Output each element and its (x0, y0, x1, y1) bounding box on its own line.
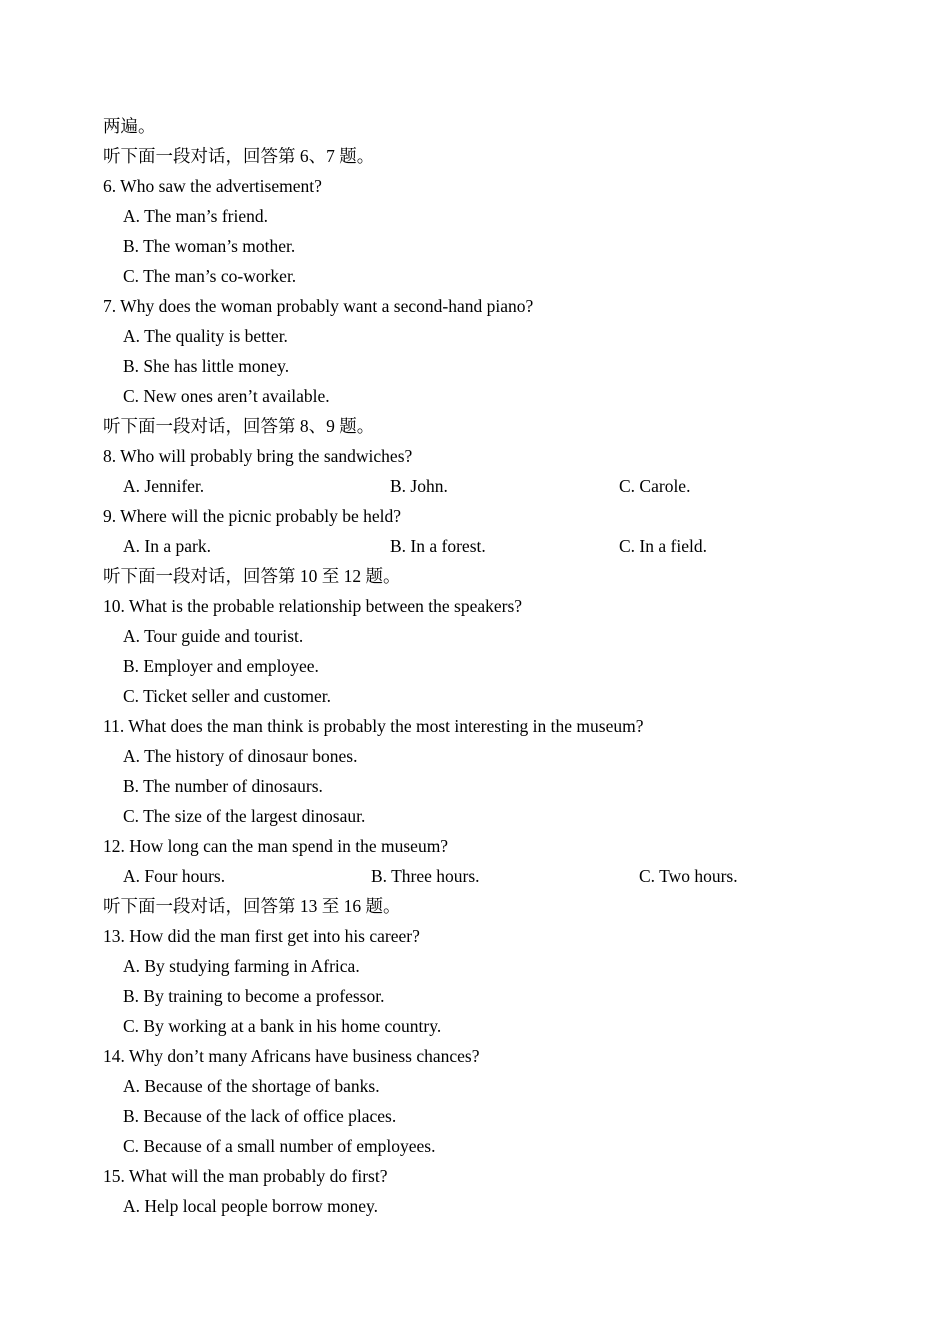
option-13c: C. By working at a bank in his home country. (123, 1016, 442, 1036)
option-7c: C. New ones aren’t available. (123, 386, 330, 406)
options-row-8 (0, 471, 950, 501)
question-13: 13. How did the man first get into his career? (103, 926, 420, 946)
option-8a: A. Jennifer. (123, 476, 205, 496)
question-12: 12. How long can the man spend in the museum? (103, 836, 449, 856)
option-8c: C. Carole. (619, 476, 691, 496)
instruction-text: 听下面一段对话，回答第 10 至 12 题。 (103, 566, 401, 586)
option-7a: A. The quality is better. (123, 326, 288, 346)
instruction-text: 听下面一段对话，回答第 13 至 16 题。 (103, 896, 401, 916)
option-9c: C. In a field. (619, 536, 707, 556)
option-12c: C. Two hours. (639, 866, 738, 886)
option-11b: B. The number of dinosaurs. (123, 776, 323, 796)
option-13b: B. By training to become a professor. (123, 986, 385, 1006)
option-7b: B. She has little money. (123, 356, 290, 376)
question-11: 11. What does the man think is probably the most interesting in the museum? (103, 716, 644, 736)
instruction-text: 两遍。 (103, 116, 156, 136)
option-10a: A. Tour guide and tourist. (123, 626, 304, 646)
option-10c: C. Ticket seller and customer. (123, 686, 332, 706)
option-14b: B. Because of the lack of office places. (123, 1106, 397, 1126)
option-11c: C. The size of the largest dinosaur. (123, 806, 366, 826)
options-row-9 (0, 531, 950, 561)
option-9b: B. In a forest. (390, 536, 486, 556)
document-page (0, 111, 950, 1221)
question-7: 7. Why does the woman probably want a second-hand piano? (103, 296, 534, 316)
option-15a: A. Help local people borrow money. (123, 1196, 378, 1216)
question-10: 10. What is the probable relationship between the speakers? (103, 596, 523, 616)
option-14a: A. Because of the shortage of banks. (123, 1076, 380, 1096)
option-10b: B. Employer and employee. (123, 656, 319, 676)
option-6b: B. The woman’s mother. (123, 236, 296, 256)
options-row-12 (0, 861, 950, 891)
instruction-text: 听下面一段对话，回答第 8、9 题。 (103, 416, 375, 436)
option-6c: C. The man’s co-worker. (123, 266, 297, 286)
question-14: 14. Why don’t many Africans have business chances? (103, 1046, 480, 1066)
option-13a: A. By studying farming in Africa. (123, 956, 360, 976)
option-14c: C. Because of a small number of employees. (123, 1136, 436, 1156)
option-9a: A. In a park. (123, 536, 211, 556)
question-15: 15. What will the man probably do first? (103, 1166, 388, 1186)
option-12b: B. Three hours. (371, 866, 480, 886)
option-11a: A. The history of dinosaur bones. (123, 746, 358, 766)
question-9: 9. Where will the picnic probably be held? (103, 506, 402, 526)
instruction-text: 听下面一段对话，回答第 6、7 题。 (103, 146, 375, 166)
option-8b: B. John. (390, 476, 448, 496)
question-6: 6. Who saw the advertisement? (103, 176, 322, 196)
option-6a: A. The man’s friend. (123, 206, 268, 226)
question-8: 8. Who will probably bring the sandwiches? (103, 446, 413, 466)
option-12a: A. Four hours. (123, 866, 226, 886)
